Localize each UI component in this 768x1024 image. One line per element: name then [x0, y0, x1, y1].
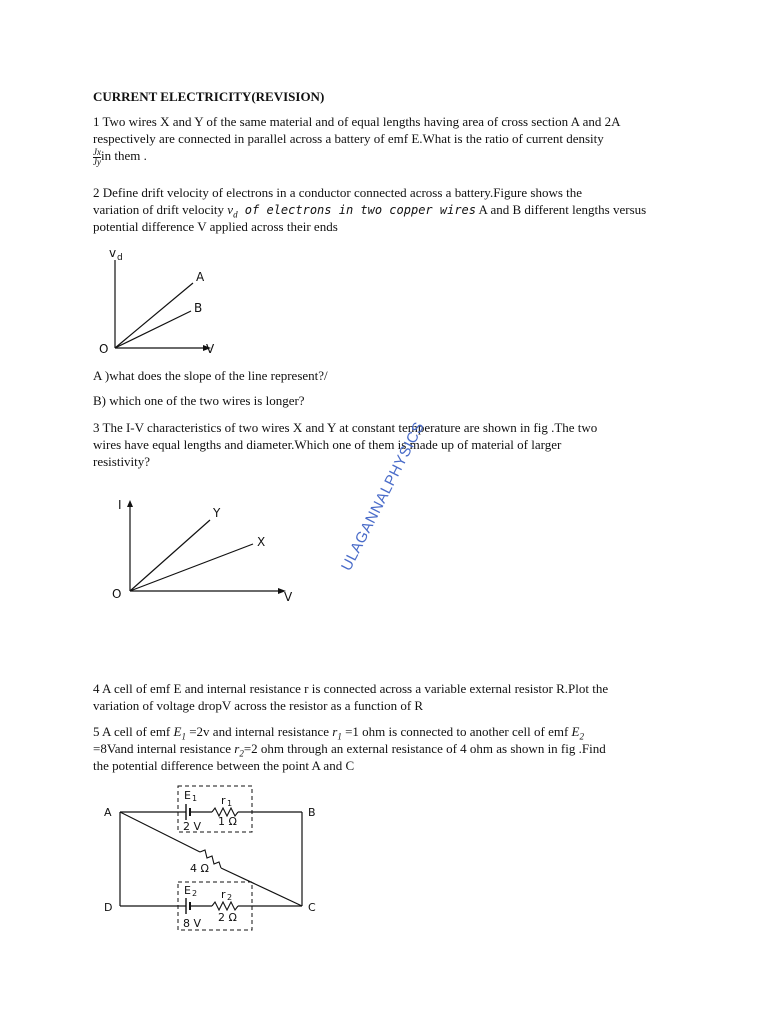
- q2-line2: variation of drift velocity $v_d$ of electrons in two copper wires A and B different lengths versus: [93, 202, 647, 220]
- svg-text:r: r: [221, 888, 226, 901]
- node-b: B: [308, 806, 316, 819]
- svg-text:E: E: [184, 789, 191, 802]
- q1-line3-tail: in them .: [101, 148, 147, 163]
- page-title: CURRENT ELECTRICITY(REVISION): [93, 89, 325, 104]
- drift-velocity-graph: [95, 245, 235, 360]
- q2-line1: 2 Define drift velocity of electrons in a conductor connected across a battery.Figure shows the: [93, 185, 583, 200]
- watermark-text: ULAGANNALPHYSICS: [338, 419, 428, 574]
- graph1-origin: O: [99, 342, 109, 356]
- svg-text:1: 1: [227, 799, 233, 808]
- label-b: B: [194, 301, 203, 315]
- svg-text:r: r: [221, 794, 226, 807]
- graph2-origin: O: [112, 587, 122, 601]
- graph1-y-sub: d: [117, 253, 123, 263]
- q1-line1: 1 Two wires X and Y of the same material and of equal lengths having area of cross section A and 2A: [93, 114, 621, 129]
- q3-line3: resistivity?: [93, 454, 151, 469]
- r2-value: 2 Ω: [218, 911, 237, 924]
- svg-text:2: 2: [192, 889, 198, 898]
- graph1-y-label: v: [109, 246, 117, 260]
- q1-line3: [93, 147, 693, 167]
- label-y: Y: [213, 506, 221, 520]
- node-c: C: [308, 901, 316, 914]
- q2-part-a: A )what does the slope of the line represent?/: [93, 368, 328, 383]
- label-x: X: [257, 535, 266, 549]
- r1-value: 1 Ω: [218, 815, 237, 828]
- svg-text:1: 1: [192, 794, 198, 803]
- graph2-x-label: V: [284, 590, 293, 604]
- graph1-x-label: V: [206, 342, 215, 356]
- node-d: D: [104, 901, 113, 914]
- q5-line2: =8Vand internal resistance $r_2=2$ ohm through an external resistance of 4 ohm as shown in fig .Find: [93, 741, 606, 759]
- graph2-y-label: I: [118, 498, 122, 512]
- q4-line1: 4 A cell of emf E and internal resistance r is connected across a variable external resistor R.Plot the: [93, 681, 609, 696]
- mid-value: 4 Ω: [190, 862, 209, 875]
- q4-line2: variation of voltage dropV across the resistor as a function of R: [93, 698, 424, 713]
- e2-value: 8 V: [183, 917, 202, 930]
- q3-line1: 3 The I-V characteristics of two wires X and Y at constant temperature are shown in fig .The two: [93, 420, 598, 435]
- q5-line1: 5 A cell of emf $E_1 =2v$ and internal resistance $r_1 =1$ ohm is connected to another cell of emf $E_2$: [93, 724, 584, 742]
- line-x: [130, 544, 253, 591]
- resistor-r2: [212, 902, 238, 910]
- label-a: A: [196, 270, 205, 284]
- e1-value: 2 V: [183, 820, 202, 833]
- q5-line3: the potential difference between the point A and C: [93, 758, 355, 773]
- svg-text:2: 2: [227, 893, 233, 902]
- svg-text:E: E: [184, 884, 191, 897]
- q1-line2: respectively are connected in parallel across a battery of emf E.What is the ratio of current density: [93, 131, 604, 146]
- q3-line2: wires have equal lengths and diameter.Which one of them is made up of material of larger: [93, 437, 562, 452]
- circuit-diagram: [100, 780, 330, 935]
- q2-line3: potential difference V applied across their ends: [93, 219, 338, 234]
- iv-characteristics-graph: [110, 495, 310, 607]
- line-y: [130, 520, 210, 591]
- q2-part-b: B) which one of the two wires is longer?: [93, 393, 305, 408]
- current-density-ratio: $\frac{Jx}{Jy}$: [93, 146, 101, 167]
- node-a: A: [104, 806, 112, 819]
